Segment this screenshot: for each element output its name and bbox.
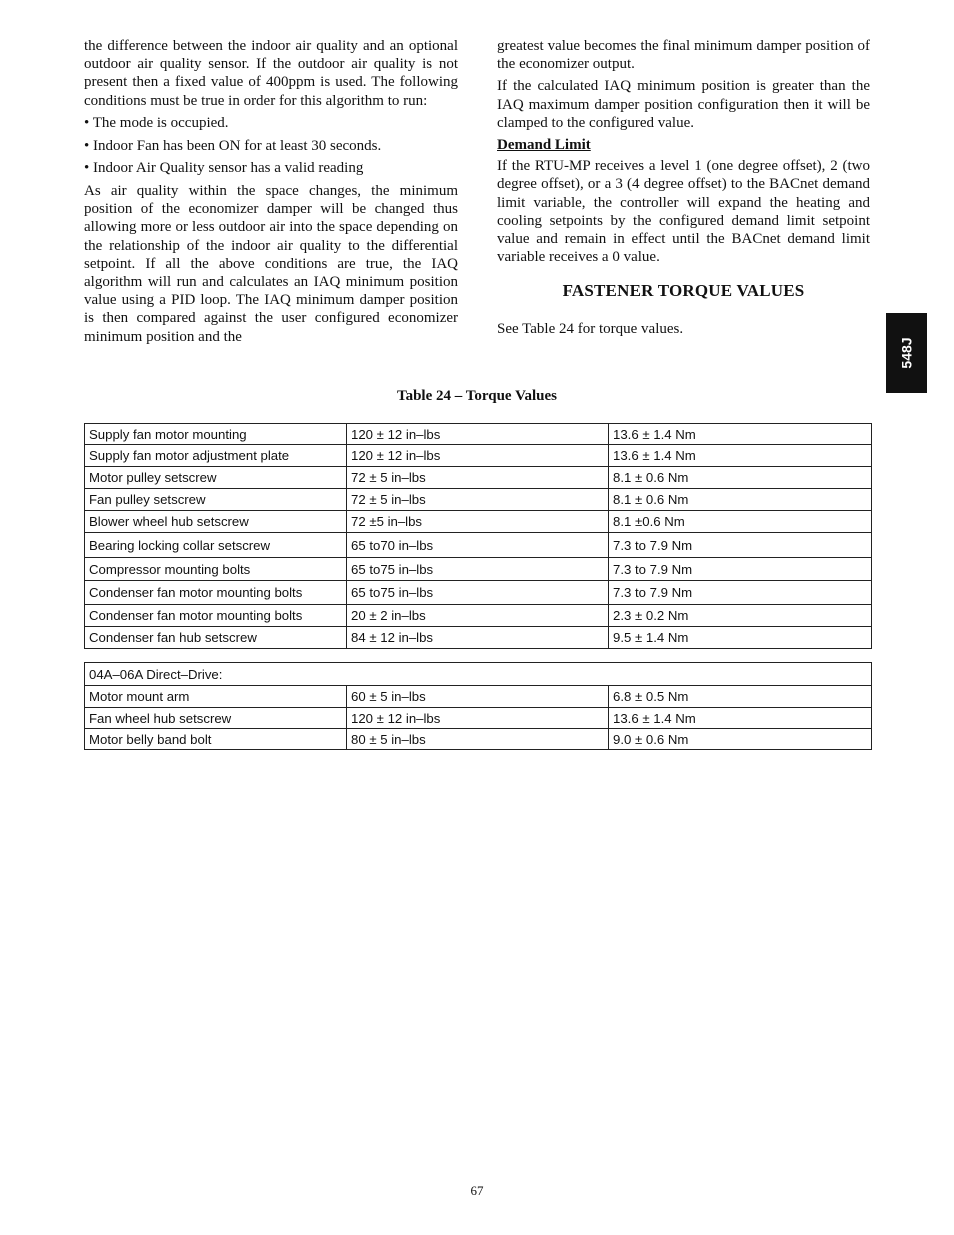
table-row <box>85 708 872 729</box>
table-row <box>85 445 872 467</box>
page-number: 67 <box>470 1183 484 1198</box>
bullet-item: • Indoor Air Quality sensor has a valid reading <box>84 160 364 177</box>
table-row <box>85 729 872 750</box>
intro-paragraph: the difference between the indoor air quality and an optional outdoor air quality sensor. If the outdoor air quality is not present then a fixed value of 400ppm is used. The following conditions must be true in order for this algorithm to run: <box>84 38 458 109</box>
torque-nm-cell: 13.6 ± 1.4 Nm <box>609 445 872 467</box>
table-title: Table 24 – Torque Values <box>396 388 558 404</box>
section-title: FASTENER TORQUE VALUES <box>562 281 805 301</box>
table-row <box>85 581 872 605</box>
torque-nm-cell: 8.1 ± 0.6 Nm <box>609 489 872 511</box>
torque-inlbs-cell: 84 ± 12 in–lbs <box>347 627 609 649</box>
body-paragraph: As air quality within the space changes, the minimum position of the economizer damper will be changed thus allowing more or less outdoor air into the space depending on the relationship of the indoor air quality to the differential setpoint. If all the above conditions are true, the IAQ algorithm will run and calculates an IAQ minimum position value using a PID loop. The IAQ minimum damper position is then compared against the user configured economizer minimum position and the <box>84 182 458 345</box>
torque-table <box>84 423 872 649</box>
torque-inlbs-cell: 72 ±5 in–lbs <box>347 511 609 533</box>
torque-inlbs-cell: 72 ± 5 in–lbs <box>347 489 609 511</box>
table-row <box>85 467 872 489</box>
torque-nm-cell: 9.0 ± 0.6 Nm <box>609 729 872 750</box>
side-tab-label: 548J <box>898 337 915 369</box>
torque-inlbs-cell: 80 ± 5 in–lbs <box>347 729 609 750</box>
torque-inlbs-cell: 60 ± 5 in–lbs <box>347 686 609 708</box>
bullet-item: • The mode is occupied. <box>84 114 229 131</box>
component-cell: Fan wheel hub setscrew <box>85 708 347 729</box>
torque-nm-cell: 6.8 ± 0.5 Nm <box>609 686 872 708</box>
table-group-header: 04A–06A Direct–Drive: <box>85 663 872 686</box>
component-cell: Motor belly band bolt <box>85 729 347 750</box>
body-paragraph: See Table 24 for torque values. <box>497 320 684 337</box>
demand-limit-heading: Demand Limit <box>497 137 591 154</box>
table-row <box>85 511 872 533</box>
torque-nm-cell: 7.3 to 7.9 Nm <box>609 581 872 605</box>
model-side-tab <box>886 313 927 393</box>
torque-nm-cell: 8.1 ±0.6 Nm <box>609 511 872 533</box>
component-cell: Bearing locking collar setscrew <box>85 533 347 558</box>
left-column <box>84 37 458 350</box>
component-cell: Motor mount arm <box>85 686 347 708</box>
torque-inlbs-cell: 20 ± 2 in–lbs <box>347 605 609 627</box>
torque-inlbs-cell: 120 ± 12 in–lbs <box>347 708 609 729</box>
component-cell: Condenser fan motor mounting bolts <box>85 605 347 627</box>
component-cell: Condenser fan motor mounting bolts <box>85 581 347 605</box>
torque-inlbs-cell: 65 to75 in–lbs <box>347 581 609 605</box>
component-cell: Fan pulley setscrew <box>85 489 347 511</box>
table-row <box>85 686 872 708</box>
component-cell: Supply fan motor mounting <box>85 424 347 445</box>
torque-nm-cell: 2.3 ± 0.2 Nm <box>609 605 872 627</box>
torque-nm-cell: 8.1 ± 0.6 Nm <box>609 467 872 489</box>
table-row <box>85 424 872 445</box>
torque-inlbs-cell: 65 to70 in–lbs <box>347 533 609 558</box>
component-cell: Motor pulley setscrew <box>85 467 347 489</box>
torque-inlbs-cell: 120 ± 12 in–lbs <box>347 424 609 445</box>
direct-drive-torque-table <box>84 662 872 750</box>
torque-inlbs-cell: 120 ± 12 in–lbs <box>347 445 609 467</box>
right-column <box>497 37 870 342</box>
component-cell: Condenser fan hub setscrew <box>85 627 347 649</box>
torque-inlbs-cell: 72 ± 5 in–lbs <box>347 467 609 489</box>
body-paragraph: If the RTU-MP receives a level 1 (one degree offset), 2 (two degree offset), or a 3 (4 degree offset) to the BACnet demand limit variable, the controller will expand the heating and cooling setpoints by the configured demand limit setpoint value and remain in effect until the BACnet demand limit variable receives a 0 value. <box>497 158 870 266</box>
component-cell: Compressor mounting bolts <box>85 558 347 581</box>
table-row <box>85 627 872 649</box>
table-group-header-row <box>85 663 872 686</box>
bullet-item: • Indoor Fan has been ON for at least 30 seconds. <box>84 137 382 154</box>
torque-nm-cell: 7.3 to 7.9 Nm <box>609 558 872 581</box>
torque-nm-cell: 9.5 ± 1.4 Nm <box>609 627 872 649</box>
table-row <box>85 489 872 511</box>
torque-inlbs-cell: 65 to75 in–lbs <box>347 558 609 581</box>
torque-nm-cell: 13.6 ± 1.4 Nm <box>609 708 872 729</box>
torque-nm-cell: 13.6 ± 1.4 Nm <box>609 424 872 445</box>
component-cell: Blower wheel hub setscrew <box>85 511 347 533</box>
table-row <box>85 605 872 627</box>
body-paragraph: If the calculated IAQ minimum position is greater than the IAQ maximum damper position configuration then it will be clamped to the configured value. <box>497 78 870 131</box>
component-cell: Supply fan motor adjustment plate <box>85 445 347 467</box>
table-row <box>85 558 872 581</box>
body-paragraph: greatest value becomes the final minimum damper position of the economizer output. <box>497 38 870 73</box>
torque-nm-cell: 7.3 to 7.9 Nm <box>609 533 872 558</box>
table-row <box>85 533 872 558</box>
